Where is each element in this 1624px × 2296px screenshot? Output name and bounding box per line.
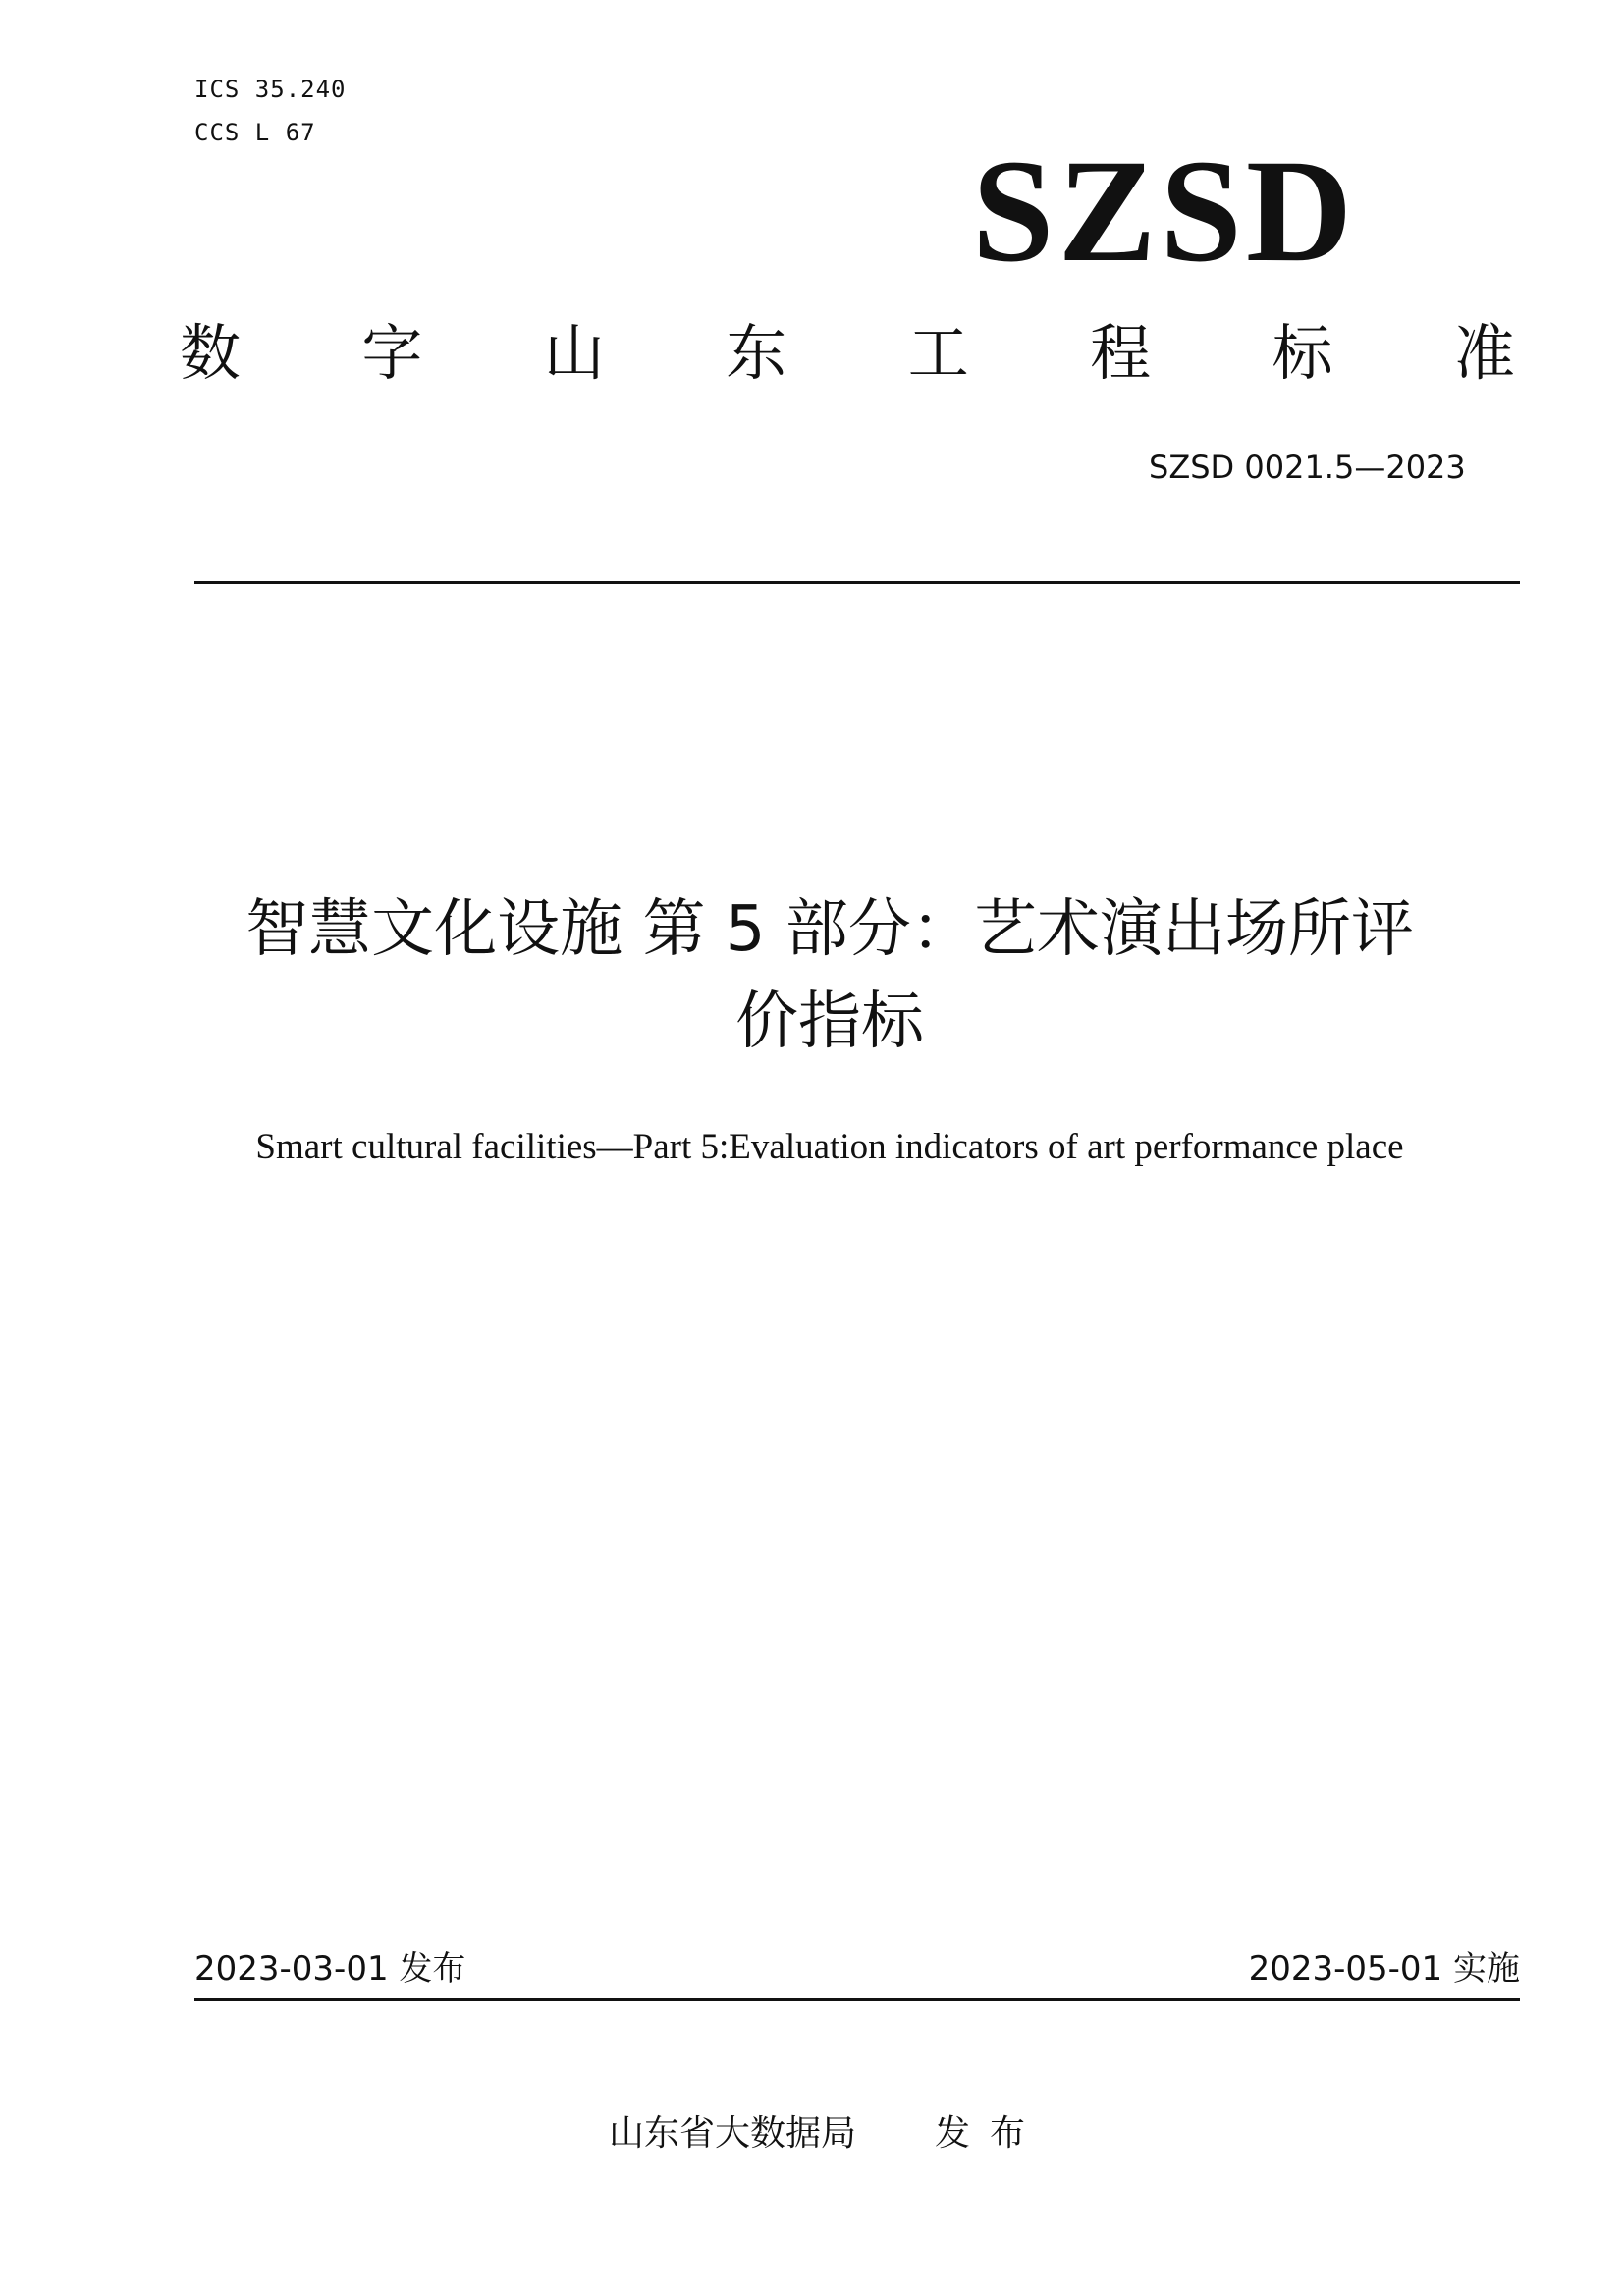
- standard-number: SZSD 0021.5—2023: [1149, 449, 1466, 486]
- header-divider: [194, 581, 1520, 584]
- standard-category-char: 标: [1272, 317, 1333, 389]
- standard-category-char: 山: [543, 317, 605, 389]
- date-divider: [194, 1998, 1520, 2001]
- issued-label: 发布: [935, 2113, 1046, 2154]
- ics-code: ICS 35.240: [194, 76, 347, 103]
- standard-logo: SZSD: [972, 130, 1357, 293]
- implementation-date: 2023-05-01 实施: [1248, 1949, 1520, 1989]
- standard-category-char: 程: [1090, 317, 1152, 389]
- issuer-name: 山东省大数据局: [609, 2113, 857, 2154]
- title-english: Smart cultural facilities—Part 5:Evaluation indicators of art performance place: [255, 1127, 1404, 1167]
- standard-category-char: 工: [907, 317, 969, 389]
- ccs-code: CCS L 67: [194, 119, 316, 146]
- issuer-line: [609, 2110, 1045, 2158]
- standard-category: [180, 314, 1515, 393]
- standard-category-char: 字: [361, 317, 423, 389]
- standard-category-char: 准: [1453, 317, 1515, 389]
- standard-category-char: 数: [180, 317, 242, 389]
- standard-category-char: 东: [726, 317, 787, 389]
- title-chinese-line: 价指标: [735, 986, 924, 1058]
- title-chinese: [147, 883, 1512, 1068]
- release-date: 2023-03-01 发布: [194, 1949, 466, 1989]
- title-chinese-line: 智慧文化设施 第 5 部分：艺术演出场所评: [245, 893, 1414, 966]
